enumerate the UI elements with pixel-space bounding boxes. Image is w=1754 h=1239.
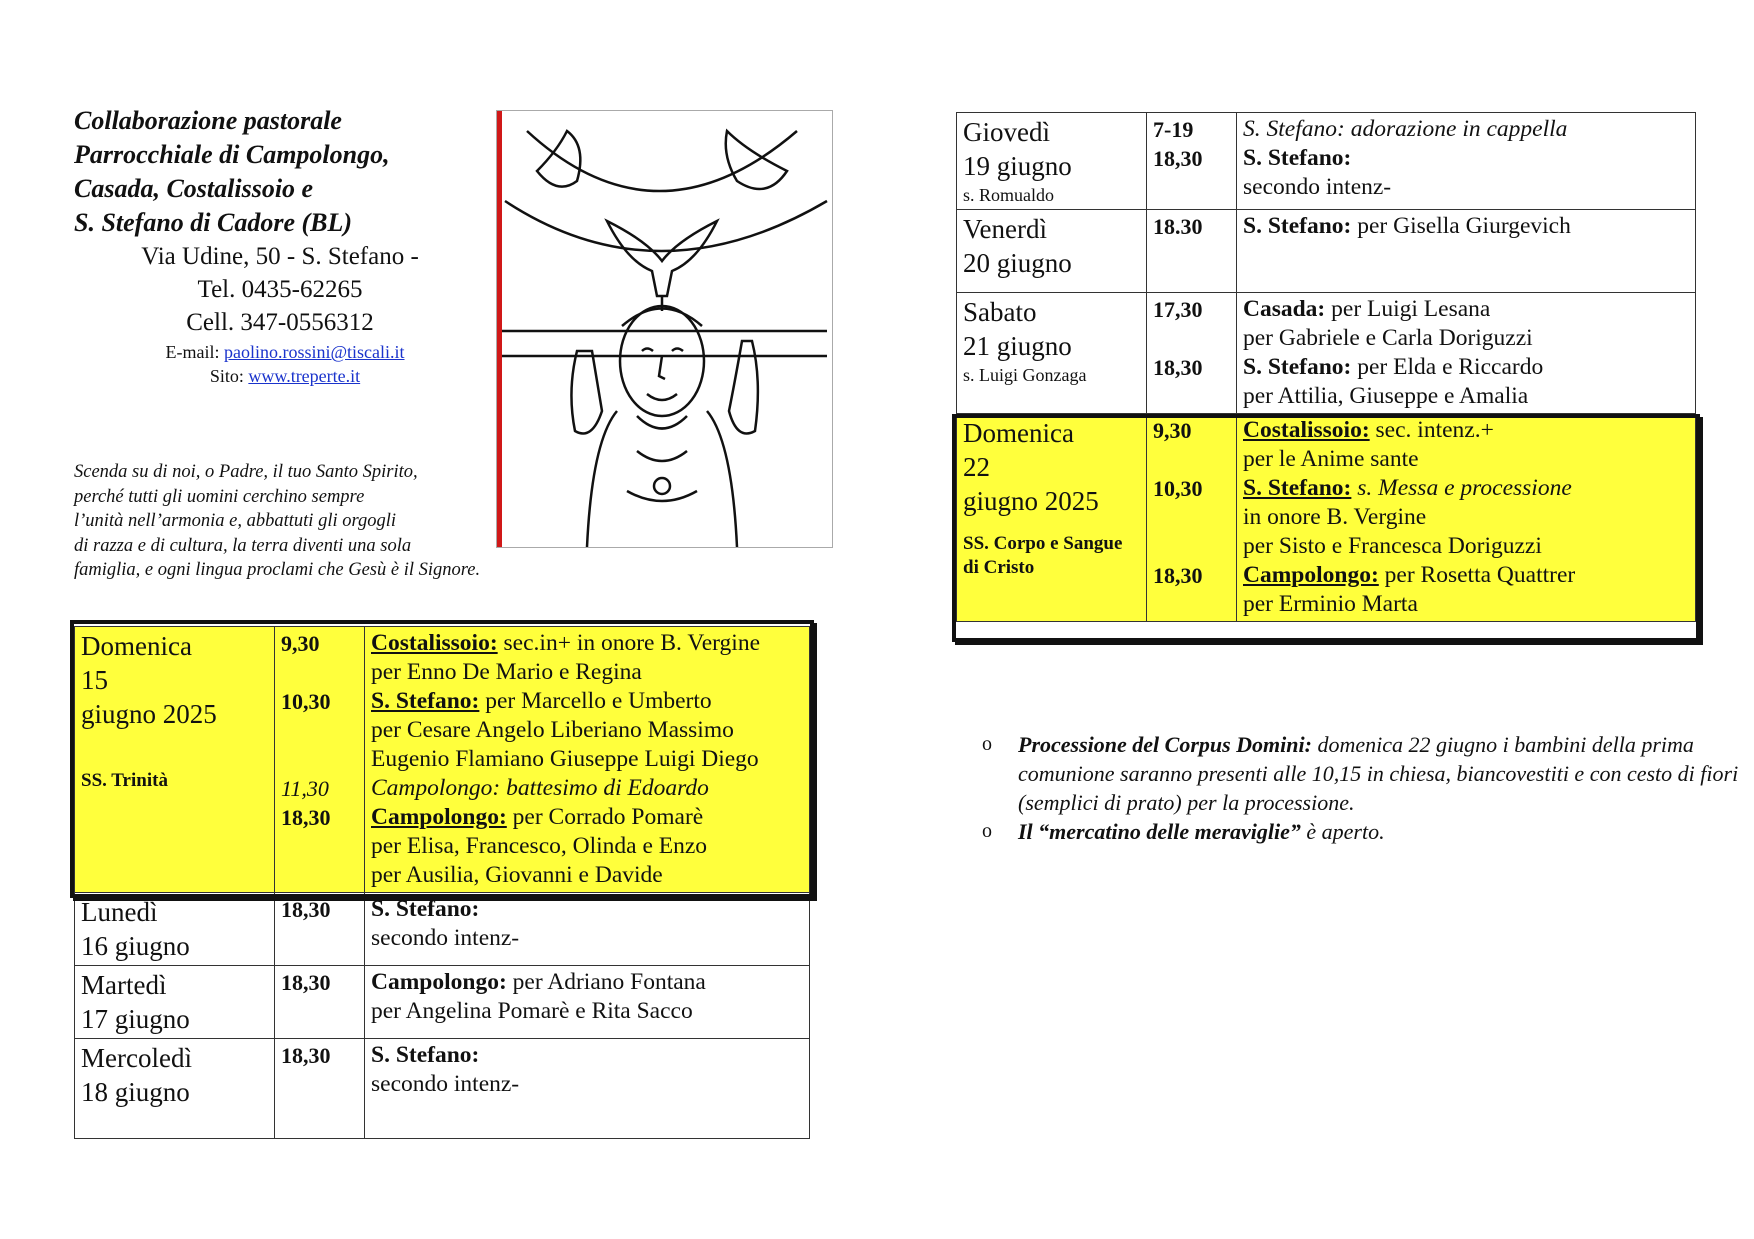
day-name: Domenica [81,631,192,661]
circle-bullet-icon: o [982,733,992,755]
schedule-row-monday: Lunedì 16 giugno 18,30 S. Stefano: secondo intenz- [75,893,810,966]
feast-name: SS. Corpo e Sangue [963,533,1123,554]
christ-dove-drawing [497,111,832,547]
circle-bullet-icon: o [982,820,992,842]
header-line: Casada, Costalissoio e [74,174,314,203]
holy-spirit-illustration [496,110,833,548]
notice-list [942,730,1742,846]
saint-name: s. Luigi Gonzaga [963,365,1087,385]
parish-header [74,104,494,240]
saint-name: s. Romualdo [963,185,1055,205]
schedule-table-left [74,626,810,1139]
feast-name: SS. Trinità [81,770,168,791]
site-line: Sito: www.treperte.it [209,366,361,386]
contact-block [100,240,460,339]
schedule-row-wednesday: Mercoledì 18 giugno 18,30 S. Stefano: secondo intenz- [75,1039,810,1139]
cellphone: Cell. 347-0556312 [186,309,374,336]
schedule-row-sunday-22: Domenica 22 giugno 2025 SS. Corpo e Sangue di Cristo 9,30 10,30 18,30 Costalissoio: sec. intenz.+ per le Anime sante S. Stefano: s. Messa e processione in onore B. Vergine per Sisto e Francesca Doriguzzi Campolongo: per Rosetta Quattrer per Erminio Marta [957,414,1696,622]
notice-item: o Il “mercatino delle meraviglie” è aperto. [982,819,1385,844]
schedule-row-saturday: Sabato 21 giugno s. Luigi Gonzaga 17,30 18,30 Casada: per Luigi Lesana per Gabriele e Carla Doriguzzi S. Stefano: per Elda e Riccardo per Attilia, Giuseppe e Amalia [957,293,1696,414]
schedule-table-right [956,112,1696,622]
telephone: Tel. 0435-62265 [197,276,363,303]
prayer-text: Scenda su di noi, o Padre, il tuo Santo Spirito, perché tutti gli uomini cerchino sempre l’unità nell’armonia e, abbattuti gli orgogli di razza e di cultura, la terra diventi una sola famiglia, e ogni lingua proclami che Gesù è il Signore. [74,462,481,580]
email-link[interactable]: paolino.rossini@tiscali.it [223,342,405,362]
header-line: Collaborazione pastorale [74,106,342,135]
website-link[interactable]: www.treperte.it [248,366,361,386]
header-line: S. Stefano di Cadore (BL) [74,208,353,237]
schedule-row-tuesday: Martedì 17 giugno 18,30 Campolongo: per Adriano Fontana per Angelina Pomarè e Rita Sacco [75,966,810,1039]
schedule-row-thursday: Giovedì 19 giugno s. Romualdo 7-19 18,30 S. Stefano: adorazione in cappella S. Stefano: secondo intenz- [957,113,1696,210]
schedule-row-sunday-15: Domenica 15 giugno 2025 SS. Trinità 9,30 10,30 11,30 18,30 Costalissoio: sec.in+ in onore B. Vergine per Enno De Mario e Regina S. Stefano: per Marcello e Umberto per Cesare Angelo Liberiano Massimo Eugenio Flamiano Giuseppe Luigi Diego Campolongo: battesimo di Edoardo Campolongo: per Corrado Pomarè per Elisa, Francesco, Olinda e Enzo per Ausilia, Giovanni e Davide [75,627,810,893]
email-line: E-mail: paolino.rossini@tiscali.it [165,342,405,362]
schedule-row-friday: Venerdì 20 giugno 18.30 S. Stefano: per Gisella Giurgevich [957,210,1696,293]
notice-item: o Processione del Corpus Domini: domenica 22 giugno i bambini della prima comunione saranno presenti alle 10,15 in chiesa, biancovestiti e con cesto di fiori (semplici di prato) per la processione. [982,732,1739,815]
header-line: Parrocchiale di Campolongo, [74,140,390,169]
address: Via Udine, 50 - S. Stefano - [141,243,419,270]
